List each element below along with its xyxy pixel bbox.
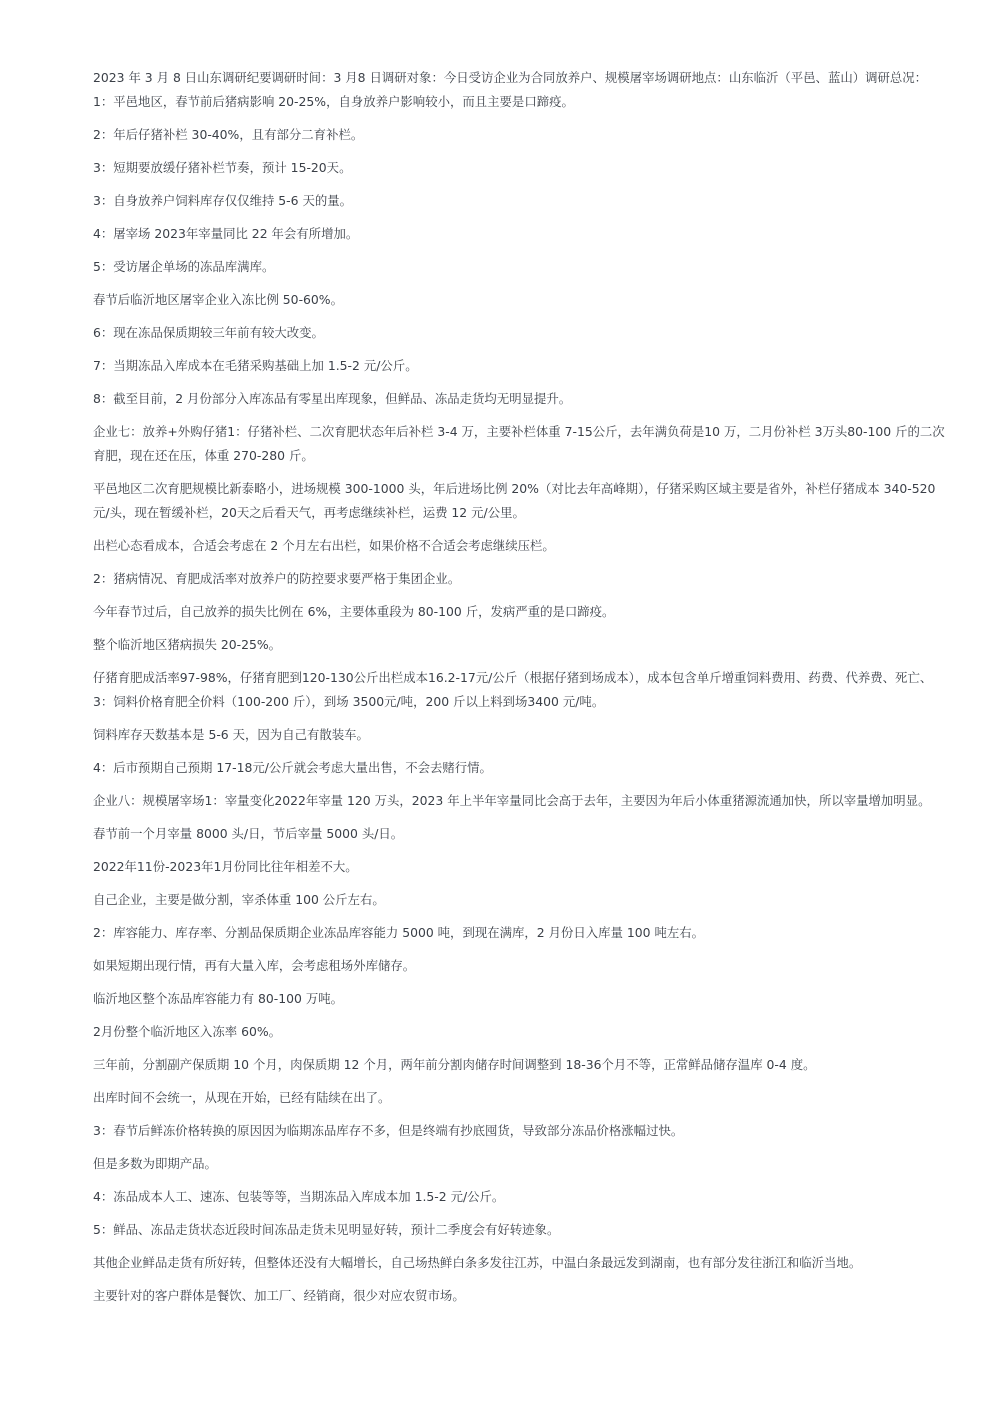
paragraph: 出栏心态看成本，合适会考虑在 2 个月左右出栏，如果价格不合适会考虑继续压栏。 xyxy=(93,538,555,553)
paragraph: 平邑地区二次育肥规模比新泰略小，进场规模 300-1000 头，年后进场比例 20%（对比去年高峰期），仔猪采购区域主要是省外，补栏仔猪成本 340-520 元/头，现在暂缓补栏，20天之后看天气，再考虑继续补栏，运费 12 元/公里。 xyxy=(93,481,936,520)
paragraph: 8：截至目前，2 月份部分入库冻品有零星出库现象，但鲜品、冻品走货均无明显提升。 xyxy=(93,391,572,406)
paragraph: 自己企业，主要是做分割，宰杀体重 100 公斤左右。 xyxy=(93,892,385,907)
paragraph: 2月份整个临沂地区入冻率 60%。 xyxy=(93,1024,282,1039)
paragraph: 2022年11份-2023年1月份同比往年相差不大。 xyxy=(93,859,358,874)
paragraph: 6：现在冻品保质期较三年前有较大改变。 xyxy=(93,325,324,340)
paragraph-enterprise-eight: 企业八：规模屠宰场1：宰量变化2022年宰量 120 万头，2023 年上半年宰量同比会高于去年，主要因为年后小体重猪源流通加快，所以宰量增加明显。 xyxy=(93,793,931,808)
paragraph: 2：库容能力、库存率、分割品保质期企业冻品库容能力 5000 吨，到现在满库，2 月份日入库量 100 吨左右。 xyxy=(93,925,705,940)
paragraph: 饲料库存天数基本是 5-6 天，因为自己有散装车。 xyxy=(93,727,369,742)
paragraph: 春节后临沂地区屠宰企业入冻比例 50-60%。 xyxy=(93,292,343,307)
paragraph-enterprise-seven: 企业七：放养+外购仔猪1：仔猪补栏、二次育肥状态年后补栏 3-4 万，主要补栏体重 7-15公斤，去年满负荷是10 万，二月份补栏 3万头80-100 斤的二次育肥，现在还在压，体重 270-280 斤。 xyxy=(93,424,945,463)
paragraph: 7：当期冻品入库成本在毛猪采购基础上加 1.5-2 元/公斤。 xyxy=(93,358,418,373)
paragraph: 其他企业鲜品走货有所好转，但整体还没有大幅增长，自己场热鲜白条多发往江苏，中温白条最远发到湖南，也有部分发往浙江和临沂当地。 xyxy=(93,1255,862,1270)
paragraph: 仔猪育肥成活率97-98%，仔猪育肥到120-130公斤出栏成本16.2-17元/公斤（根据仔猪到场成本），成本包含单斤增重饲料费用、药费、代养费、死亡、3：饲料价格育肥全价料（100-200 斤），到场 3500元/吨，200 斤以上料到场3400 元/吨。 xyxy=(93,670,933,709)
paragraph: 3：自身放养户饲料库存仅仅维持 5-6 天的量。 xyxy=(93,193,353,208)
paragraph: 5：受访屠企单场的冻品库满库。 xyxy=(93,259,275,274)
paragraph: 5：鲜品、冻品走货状态近段时间冻品走货未见明显好转，预计二季度会有好转迹象。 xyxy=(93,1222,560,1237)
paragraph: 出库时间不会统一，从现在开始，已经有陆续在出了。 xyxy=(93,1090,391,1105)
paragraph: 春节前一个月宰量 8000 头/日，节后宰量 5000 头/日。 xyxy=(93,826,404,841)
paragraph-research-overview: 2023 年 3 月 8 日山东调研纪要调研时间：3 月8 日调研对象：今日受访企业为合同放养户、规模屠宰场调研地点：山东临沂（平邑、蓝山）调研总况：1：平邑地区，春节前后猪病影响 20-25%，自身放养户影响较小，而且主要是口蹄疫。 xyxy=(93,70,928,109)
paragraph: 三年前，分割副产保质期 10 个月，肉保质期 12 个月，两年前分割肉储存时间调整到 18-36个月不等，正常鲜品储存温库 0-4 度。 xyxy=(93,1057,816,1072)
paragraph: 但是多数为即期产品。 xyxy=(93,1156,217,1171)
paragraph: 主要针对的客户群体是餐饮、加工厂、经销商，很少对应农贸市场。 xyxy=(93,1288,465,1303)
paragraph: 3：春节后鲜冻价格转换的原因因为临期冻品库存不多，但是终端有抄底囤货，导致部分冻品价格涨幅过快。 xyxy=(93,1123,684,1138)
paragraph: 临沂地区整个冻品库容能力有 80-100 万吨。 xyxy=(93,991,344,1006)
document-body xyxy=(93,66,945,1317)
paragraph: 4：后市预期自己预期 17-18元/公斤就会考虑大量出售，不会去赌行情。 xyxy=(93,760,492,775)
paragraph: 如果短期出现行情，再有大量入库，会考虑租场外库储存。 xyxy=(93,958,416,973)
paragraph: 4：冻品成本人工、速冻、包装等等，当期冻品入库成本加 1.5-2 元/公斤。 xyxy=(93,1189,505,1204)
paragraph: 2：年后仔猪补栏 30-40%，且有部分二育补栏。 xyxy=(93,127,364,142)
paragraph: 4：屠宰场 2023年宰量同比 22 年会有所增加。 xyxy=(93,226,359,241)
paragraph: 3：短期要放缓仔猪补栏节奏，预计 15-20天。 xyxy=(93,160,352,175)
paragraph: 今年春节过后，自己放养的损失比例在 6%，主要体重段为 80-100 斤，发病严重的是口蹄疫。 xyxy=(93,604,615,619)
paragraph: 整个临沂地区猪病损失 20-25%。 xyxy=(93,637,282,652)
paragraph: 2：猪病情况、育肥成活率对放养户的防控要求要严格于集团企业。 xyxy=(93,571,461,586)
